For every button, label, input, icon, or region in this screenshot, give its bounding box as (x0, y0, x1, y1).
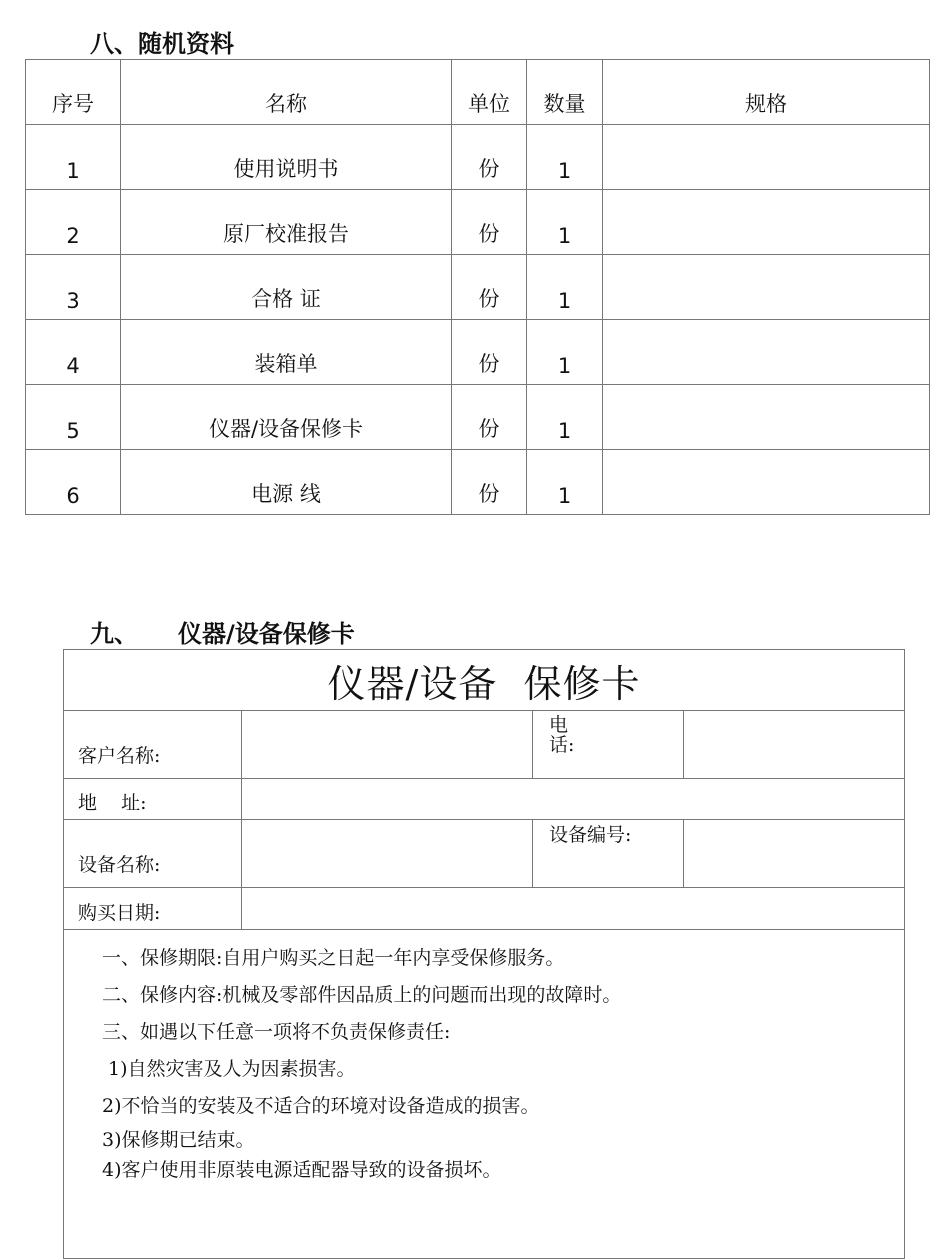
device-name-label: 设备名称: (64, 820, 242, 888)
cell-name: 使用说明书 (121, 125, 452, 190)
cell-qty: 1 (527, 450, 603, 515)
cell-spec (603, 125, 930, 190)
term-content: 二、保修内容:机械及零部件因品质上的问题而出现的故障时。 (102, 984, 622, 1006)
cell-spec (603, 190, 930, 255)
section-9-number: 九、 (90, 620, 138, 648)
cell-no: 6 (26, 450, 121, 515)
customer-name-field[interactable] (242, 711, 533, 779)
cell-no: 3 (26, 255, 121, 320)
cell-no: 2 (26, 190, 121, 255)
table-row (26, 385, 930, 450)
header-qty: 数量 (527, 60, 603, 125)
cell-no: 5 (26, 385, 121, 450)
table-row (26, 125, 930, 190)
warranty-card (63, 649, 905, 1259)
accessories-table (25, 59, 930, 515)
term-exclusions: 三、如遇以下任意一项将不负责保修责任: (102, 1021, 451, 1043)
exclusion-item: 4)客户使用非原装电源适配器导致的设备损坏。 (102, 1159, 502, 1181)
warranty-card-heading: 仪器/设备 保修卡 (64, 650, 905, 711)
cell-unit: 份 (452, 385, 527, 450)
exclusion-item: 2)不恰当的安装及不适合的环境对设备造成的损害。 (102, 1095, 540, 1117)
header-unit: 单位 (452, 60, 527, 125)
cell-qty: 1 (527, 125, 603, 190)
cell-name: 仪器/设备保修卡 (121, 385, 452, 450)
device-name-field[interactable] (242, 820, 533, 888)
cell-unit: 份 (452, 125, 527, 190)
phone-field[interactable] (684, 711, 905, 779)
cell-spec (603, 385, 930, 450)
header-spec: 规格 (603, 60, 930, 125)
cell-name: 电源 线 (121, 450, 452, 515)
cell-name: 合格 证 (121, 255, 452, 320)
cell-unit: 份 (452, 190, 527, 255)
warranty-terms (64, 930, 905, 1259)
term-period: 一、保修期限:自用户购买之日起一年内享受保修服务。 (102, 947, 565, 969)
cell-name: 装箱单 (121, 320, 452, 385)
cell-spec (603, 320, 930, 385)
table-row (26, 255, 930, 320)
section-9-title (90, 614, 355, 649)
purchase-date-field[interactable] (242, 888, 905, 930)
cell-unit: 份 (452, 450, 527, 515)
purchase-date-label: 购买日期: (64, 888, 242, 930)
cell-name: 原厂校准报告 (121, 190, 452, 255)
address-label: 地 址: (64, 779, 242, 820)
device-no-label: 设备编号: (533, 820, 684, 888)
header-name: 名称 (121, 60, 452, 125)
cell-spec (603, 255, 930, 320)
cell-unit: 份 (452, 255, 527, 320)
cell-qty: 1 (527, 255, 603, 320)
cell-no: 4 (26, 320, 121, 385)
table-row (26, 450, 930, 515)
cell-qty: 1 (527, 190, 603, 255)
table-header-row (26, 60, 930, 125)
cell-unit: 份 (452, 320, 527, 385)
cell-no: 1 (26, 125, 121, 190)
exclusion-item: 3)保修期已结束。 (102, 1129, 255, 1151)
device-no-field[interactable] (684, 820, 905, 888)
exclusion-item: 1)自然灾害及人为因素损害。 (108, 1058, 356, 1080)
table-row (26, 320, 930, 385)
cell-qty: 1 (527, 385, 603, 450)
cell-qty: 1 (527, 320, 603, 385)
section-9-text: 仪器/设备保修卡 (178, 620, 355, 648)
address-field[interactable] (242, 779, 905, 820)
header-no: 序号 (26, 60, 121, 125)
phone-label: 电话: (533, 711, 684, 779)
customer-name-label: 客户名称: (64, 711, 242, 779)
section-8-title: 八、随机资料 (90, 30, 234, 58)
cell-spec (603, 450, 930, 515)
table-row (26, 190, 930, 255)
